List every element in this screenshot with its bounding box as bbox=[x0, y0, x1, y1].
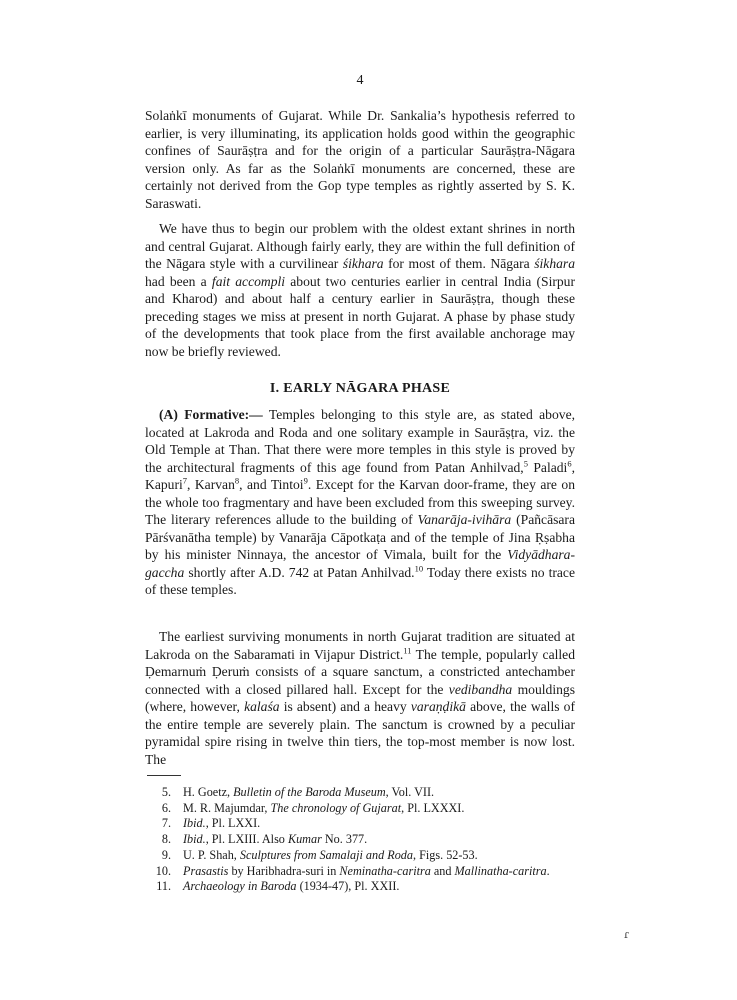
text-run: M. R. Majumdar, bbox=[183, 800, 271, 815]
text-run: , Pl. LXXXI. bbox=[401, 800, 465, 815]
italic-term: Archaeology in Baroda bbox=[183, 879, 297, 894]
footnote-ref: 6 bbox=[567, 457, 572, 468]
body-paragraph bbox=[145, 628, 575, 768]
text-run: mouldings (where, however, bbox=[145, 681, 575, 714]
italic-term: The chronology of Gujarat bbox=[270, 800, 402, 815]
footnote-item bbox=[145, 801, 585, 817]
body-paragraph bbox=[145, 107, 575, 212]
footnote-item bbox=[145, 879, 585, 895]
footnote-text bbox=[183, 864, 550, 880]
text-run: We have thus to begin our problem with the oldest extant shrines in north and central Gujarat. Although fairly early, they are within the full definition of the Nāgara style with a curvilinear bbox=[145, 221, 575, 271]
footnote-number: 10. bbox=[155, 863, 171, 878]
run-bold: (A) Formative:— bbox=[159, 407, 263, 422]
footnote-item bbox=[145, 848, 585, 864]
text-run: about two centuries earlier in central India (Sirpur and Kharod) and about half a century earlier in Saurāṣṭra, though these preceding stages we miss at present in north Gujarat. A phase by phase study of the developments that took place from the first available anchorage may now be briefly reviewed. bbox=[145, 273, 575, 359]
footnote-text bbox=[183, 801, 464, 817]
footnote-text bbox=[183, 848, 478, 864]
footnote-number: 9. bbox=[161, 847, 171, 862]
text-run: , Kapuri bbox=[145, 459, 575, 492]
text-run: U. P. Shah, bbox=[183, 847, 240, 862]
footnote-ref: 5 bbox=[523, 457, 528, 468]
scan-speck-mark: ɾ bbox=[624, 928, 629, 941]
text-run: , Pl. LXIII. Also bbox=[205, 832, 288, 847]
text-run: , Vol. VII. bbox=[385, 785, 435, 799]
footnote-ref: 11 bbox=[403, 644, 412, 655]
italic-term: fait accompli bbox=[211, 273, 286, 289]
text-run: , and Tintoi bbox=[239, 477, 304, 492]
italic-term: Sculptures from Samalaji and Roda bbox=[239, 847, 413, 862]
footnote-number: 5. bbox=[161, 785, 171, 799]
italic-term: Neminatha-caritra bbox=[339, 863, 431, 878]
italic-term: Vanarāja-ivihāra bbox=[417, 512, 512, 527]
footnote-text bbox=[183, 785, 434, 801]
footnote-item bbox=[145, 816, 585, 832]
footnote-text bbox=[183, 832, 367, 848]
footnote-ref: 10 bbox=[414, 562, 424, 573]
text-run: No. 377. bbox=[321, 832, 368, 847]
footnote-item bbox=[145, 864, 585, 880]
text-run: , Pl. LXXI. bbox=[205, 816, 261, 831]
page-number: 4 bbox=[356, 73, 364, 88]
body-paragraph bbox=[145, 406, 575, 599]
footnote-text bbox=[183, 879, 399, 895]
text-run: Today there exists no trace of these temples. bbox=[145, 564, 575, 597]
italic-term: vedibandha bbox=[448, 681, 513, 697]
italic-term: varaṇḍikā bbox=[410, 699, 466, 714]
italic-term: śikhara bbox=[342, 256, 384, 271]
footnote-ref: 9 bbox=[303, 475, 308, 486]
footnote-ref: 7 bbox=[182, 475, 187, 486]
footnote-number: 7. bbox=[161, 816, 171, 831]
footnote-ref: 8 bbox=[234, 475, 240, 486]
italic-term: kalaśa bbox=[244, 699, 280, 714]
footnote-item bbox=[145, 785, 585, 801]
text-run: , Figs. 52-53. bbox=[413, 847, 478, 862]
body-paragraph bbox=[145, 220, 575, 360]
text-run: above, the walls of the entire temple are severely plain. The sanctum is crowned by a peculiar pyramidal spire rising in twelve thin tiers, the top-most member is now lost. The bbox=[145, 699, 575, 767]
text-run: H. Goetz, bbox=[183, 785, 234, 799]
text-run: (1934-47), Pl. XXII. bbox=[296, 879, 400, 894]
text-run: shortly after A.D. 742 at Patan Anhilvad. bbox=[184, 564, 415, 580]
text-run: had been a bbox=[145, 273, 212, 289]
text-run: is absent) and a heavy bbox=[279, 699, 411, 714]
footnote-number: 11. bbox=[156, 879, 171, 894]
text-run: The earliest surviving monuments in north Gujarat tradition are situated at Lakroda on the Sabaramati in Vijapur District. bbox=[145, 629, 575, 662]
text-run: and bbox=[430, 863, 455, 878]
italic-term: Kumar bbox=[287, 832, 322, 847]
text-run: (Pañcāsara Pārśvanātha temple) by Vanarāja Cāpotkaṭa and of the temple of Jina Ṛṣabha by his minister Ninnaya, the ancestor of Vimala, built for the bbox=[145, 512, 575, 562]
italic-term: śikhara bbox=[534, 256, 575, 271]
footnote-item bbox=[145, 832, 585, 848]
footnote-text bbox=[183, 816, 260, 832]
text-run: Temples belonging to this style are, as stated above, located at Lakroda and Roda and one solitary example in Saurāṣṭra, viz. the Old Temple at Than. That there were more temples in this style is proved by the architectural fragments of this age found from Patan Anhilvad, bbox=[145, 407, 576, 475]
italic-term: Ibid. bbox=[183, 816, 206, 831]
italic-term: Ibid. bbox=[183, 832, 206, 847]
text-run: . Except for the Karvan door-frame, they are on the whole too fragmentary and have been excluded from this sweeping survey. The literary references allude to the building of bbox=[145, 477, 576, 527]
text-run: , Karvan bbox=[187, 477, 235, 492]
text-run: Paladi bbox=[527, 459, 568, 475]
footnote-divider bbox=[147, 775, 181, 776]
text-run: The temple, popularly called Ḍemarnuṁ Ḍeruṁ consists of a square sanctum, a constricted antechamber connected with a closed pillared hall. Except for the bbox=[145, 646, 575, 697]
text-run: by Haribhadra-suri in bbox=[228, 863, 340, 878]
italic-term: Vidyādhara-gaccha bbox=[145, 547, 575, 580]
italic-term: Prasastis bbox=[183, 863, 229, 878]
italic-term: Bulletin of the Baroda Museum bbox=[233, 785, 386, 799]
text-run: Solaṅkī monuments of Gujarat. While Dr. Sankalia’s hypothesis referred to earlier, is very illuminating, its application holds good within the geographic confines of Saurāṣṭra and for the origin of a particular Saurāṣṭra-Nāgara version only. As far as the Solaṅkī monuments are concerned, these are certainly not derived from the Gop type temples as rightly asserted by S. K. Saraswati. bbox=[145, 108, 575, 211]
footnote-number: 8. bbox=[161, 832, 171, 847]
section-heading: I. EARLY NĀGARA PHASE bbox=[269, 381, 451, 396]
text-run: . bbox=[546, 863, 550, 878]
footnotes-list bbox=[145, 785, 585, 895]
italic-term: Mallinatha-caritra bbox=[454, 863, 547, 878]
text-run: for most of them. Nāgara bbox=[383, 256, 535, 271]
footnote-number: 6. bbox=[161, 800, 171, 815]
